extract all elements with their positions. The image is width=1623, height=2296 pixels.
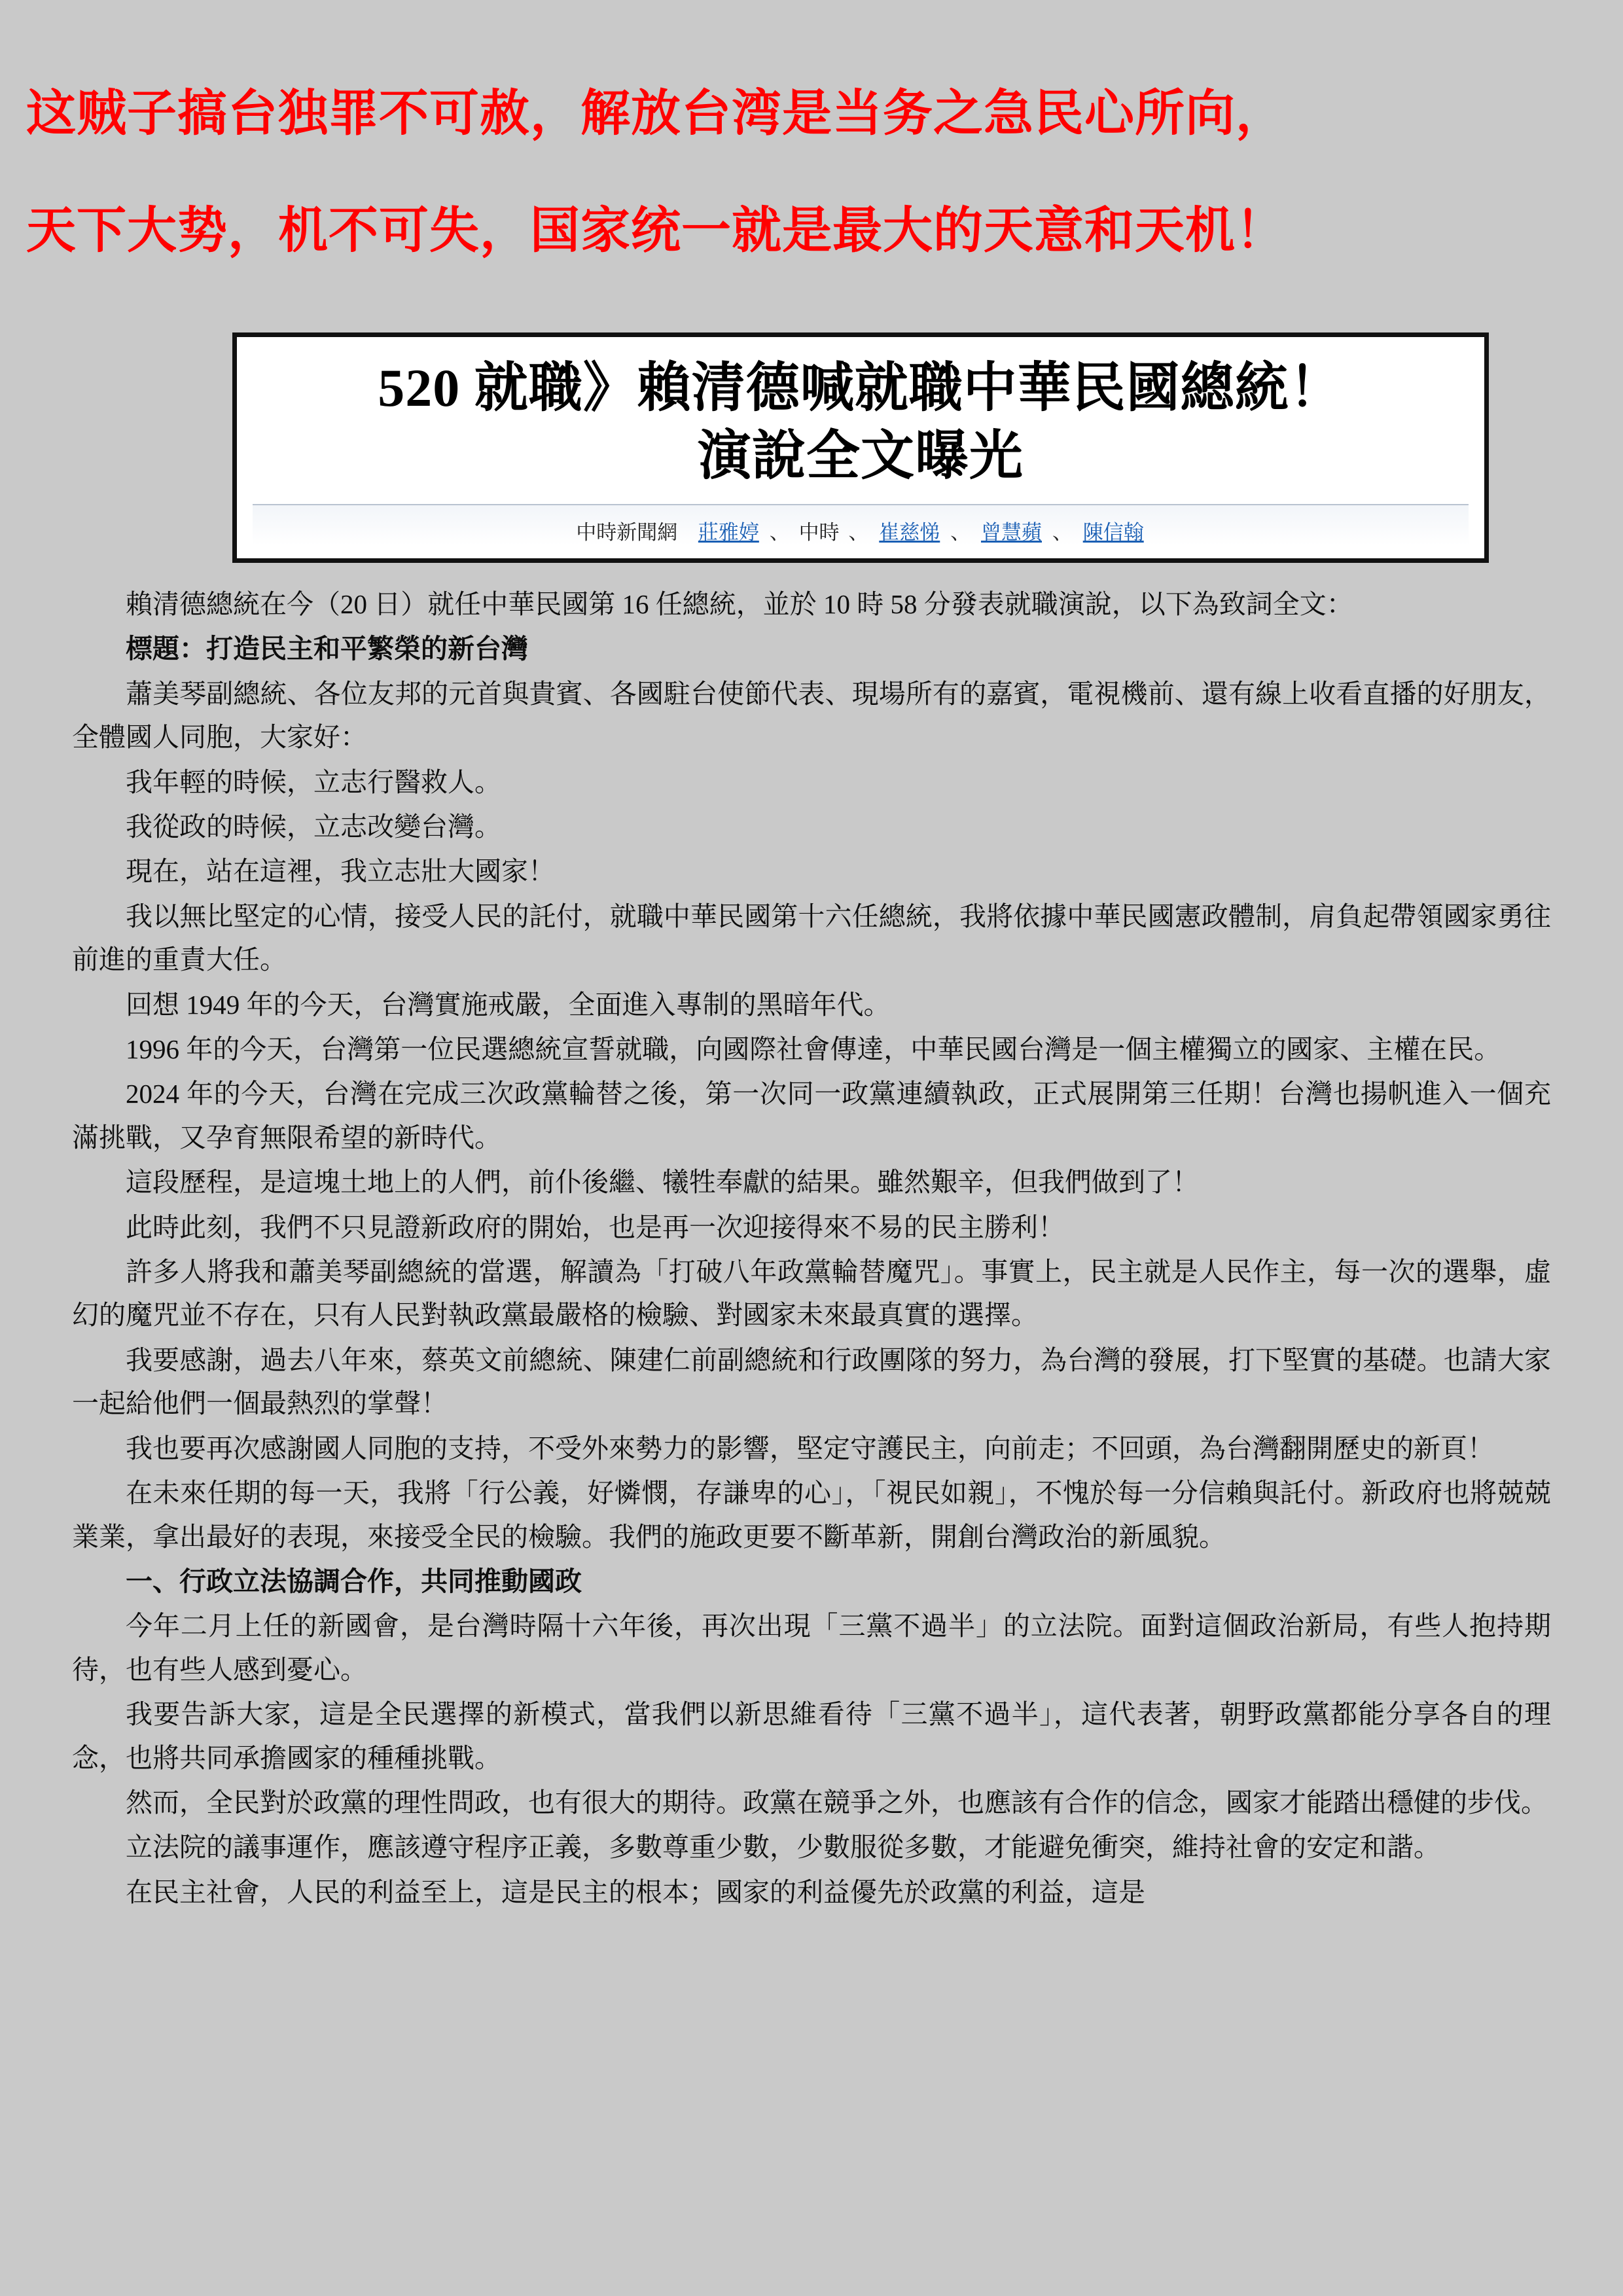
- banner-line-2: 天下大势，机不可失，国家统一就是最大的天意和天机！: [26, 201, 1286, 260]
- article-paragraph: 蕭美琴副總統、各位友邦的元首與貴賓、各國駐台使節代表、現場所有的嘉賓，電視機前、還有線上收看直播的好朋友，全體國人同胞，大家好：: [72, 678, 1551, 753]
- page-title: [253, 354, 1469, 490]
- article-paragraph: 我從政的時候，立志改變台灣。: [126, 812, 501, 842]
- article-paragraph: 賴清德總統在今（20 日）就任中華民國第 16 任總統，並於 10 時 58 分發表就職演說，以下為致詞全文：: [126, 588, 1353, 619]
- article-title-line-2: 演說全文曝光: [697, 425, 1024, 486]
- article-paragraph: 然而，全民對於政黨的理性問政，也有很大的期待。政黨在競爭之外，也應該有合作的信念，國家才能踏出穩健的步伐。: [126, 1787, 1548, 1818]
- article-paragraph: 這段歷程，是這塊土地上的人們，前仆後繼、犧牲奉獻的結果。雖然艱辛，但我們做到了！: [126, 1167, 1199, 1198]
- article-paragraph: 許多人將我和蕭美琴副總統的當選，解讀為「打破八年政黨輪替魔咒」。事實上，民主就是人民作主，每一次的選舉，虛幻的魔咒並不存在，只有人民對執政黨最嚴格的檢驗、對國家未來最真實的選擇。: [72, 1257, 1551, 1331]
- article-paragraph: 今年二月上任的新國會，是台灣時隔十六年後，再次出現「三黨不過半」的立法院。面對這個政治新局，有些人抱持期待，也有些人感到憂心。: [72, 1611, 1551, 1685]
- article-paragraph: 我要告訴大家，這是全民選擇的新模式，當我們以新思維看待「三黨不過半」，這代表著，朝野政黨都能分享各自的理念，也將共同承擔國家的種種挑戰。: [72, 1699, 1551, 1773]
- red-banner-headline: [0, 0, 1623, 318]
- byline-author-link-4[interactable]: 曾慧蘋: [981, 520, 1042, 545]
- article-body: [72, 583, 1551, 1914]
- article-paragraph: 2024 年的今天，台灣在完成三次政黨輪替之後，第一次同一政黨連續執政，正式展開第三任期！台灣也揚帆進入一個充滿挑戰，又孕育無限希望的新時代。: [72, 1079, 1551, 1153]
- article-paragraph: 1996 年的今天，台灣第一位民選總統宣誓就職，向國際社會傳達，中華民國台灣是一個主權獨立的國家、主權在民。: [126, 1034, 1501, 1065]
- byline-author-link-1[interactable]: 莊雅婷: [698, 520, 759, 545]
- article-paragraph: 在未來任期的每一天，我將「行公義，好憐憫，存謙卑的心」，「視民如親」，不愧於每一分信賴與託付。新政府也將兢兢業業，拿出最好的表現，來接受全民的檢驗。我們的施政更要不斷革新，開創台灣政治的新風貌。: [72, 1478, 1551, 1552]
- byline-author-link-5[interactable]: 陳信翰: [1082, 520, 1144, 545]
- article-title-line-1: 520 就職》賴清德喊就職中華民國總統！: [378, 358, 1344, 418]
- byline-separator-2: 、: [848, 520, 869, 545]
- article-paragraph: 回想 1949 年的今天，台灣實施戒嚴，全面進入專制的黑暗年代。: [126, 989, 891, 1020]
- article-paragraph: 我也要再次感謝國人同胞的支持，不受外來勢力的影響，堅定守護民主，向前走；不回頭，為台灣翻開歷史的新頁！: [126, 1433, 1494, 1463]
- article-paragraph: 立法院的議事運作，應該遵守程序正義，多數尊重少數，少數服從多數，才能避免衝突，維持社會的安定和諧。: [126, 1832, 1440, 1863]
- byline-author-2: 中時: [798, 520, 840, 545]
- byline-source: 中時新聞網: [576, 520, 678, 545]
- article-paragraph: 在民主社會，人民的利益至上，這是民主的根本；國家的利益優先於政黨的利益，這是: [126, 1876, 1145, 1907]
- article-paragraph: 標題：打造民主和平繁榮的新台灣: [126, 634, 528, 664]
- byline-separator-4: 、: [1052, 520, 1073, 545]
- article-paragraph: 一、行政立法協調合作，共同推動國政: [126, 1566, 582, 1596]
- byline-author-link-3[interactable]: 崔慈悌: [879, 520, 940, 545]
- article-paragraph: 我要感謝，過去八年來，蔡英文前總統、陳建仁前副總統和行政團隊的努力，為台灣的發展，打下堅實的基礎。也請大家一起給他們一個最熱烈的掌聲！: [72, 1344, 1551, 1419]
- byline: [253, 504, 1469, 545]
- byline-separator-3: 、: [950, 520, 971, 545]
- article-paragraph: 現在，站在這裡，我立志壯大國家！: [126, 856, 555, 887]
- article-headline-card: [232, 332, 1489, 563]
- byline-separator-1: 、: [769, 520, 790, 545]
- article-paragraph: 我年輕的時候，立志行醫救人。: [126, 766, 501, 797]
- banner-line-1: 这贼子搞台独罪不可赦，解放台湾是当务之急民心所向，: [26, 83, 1286, 142]
- article-paragraph: 此時此刻，我們不只見證新政府的開始，也是再一次迎接得來不易的民主勝利！: [126, 1211, 1065, 1242]
- article-paragraph: 我以無比堅定的心情，接受人民的託付，就職中華民國第十六任總統，我將依據中華民國憲政體制，肩負起帶領國家勇往前進的重責大任。: [72, 901, 1551, 975]
